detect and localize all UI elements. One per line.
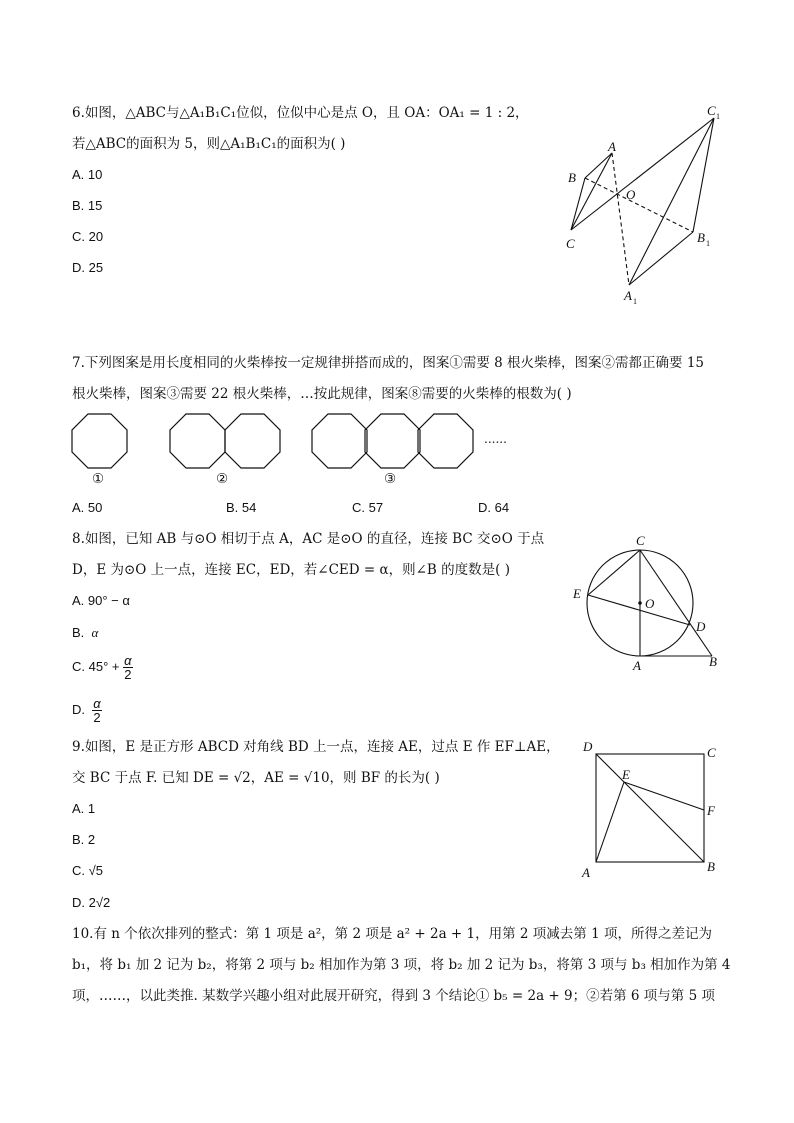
- q9-label-b: B: [707, 859, 715, 874]
- q6-label-c: C: [566, 236, 575, 251]
- q8-option-d-denominator: 2: [93, 710, 101, 726]
- q8-label-b: B: [709, 654, 717, 669]
- q8-option-d-prefix: D.: [72, 702, 85, 717]
- q8-option-c-numerator: α: [124, 653, 132, 669]
- q7-stem-line2: 根火柴棒，图案③需要 22 根火柴棒，…按此规律，图案⑧需要的火柴棒的根数为( ): [72, 386, 572, 402]
- q8-label-o: O: [645, 596, 655, 611]
- q8-label-d: D: [696, 619, 706, 634]
- q6-stem-line2: 若△ABC的面积为 5，则△A₁B₁C₁的面积为( ): [72, 136, 346, 152]
- q7-pattern-label-2: ②: [216, 471, 229, 487]
- q9-label-f: F: [707, 803, 715, 818]
- q6-label-c1-sub: 1: [716, 112, 720, 121]
- q6-label-a: A: [608, 139, 616, 154]
- q8-option-d-numerator: α: [93, 696, 101, 712]
- q6-option-a: A. 10: [72, 167, 103, 182]
- q7-option-c: C. 57: [352, 500, 384, 515]
- q7-pattern-label-3: ③: [384, 471, 397, 487]
- q8-option-c-prefix: C. 45° +: [72, 659, 120, 674]
- q6-label-a1: A: [624, 288, 632, 303]
- q7-pattern-label-1: ①: [92, 471, 105, 487]
- q8-option-c-denominator: 2: [124, 667, 132, 683]
- q9-label-d: D: [583, 739, 593, 754]
- q8-option-b-value: α: [91, 625, 99, 640]
- q8-option-a: A. 90° − α: [72, 593, 130, 608]
- q9-label-a: A: [582, 865, 590, 880]
- q8-label-c: C: [636, 533, 645, 548]
- q10-stem-line1: 10.有 n 个依次排列的整式：第 1 项是 a²，第 2 项是 a² + 2a + 1，用第 2 项减去第 1 项，所得之差记为: [72, 926, 712, 942]
- q6-option-d: D. 25: [72, 260, 104, 275]
- q6-label-o: O: [626, 187, 636, 202]
- q6-option-b: B. 15: [72, 198, 103, 213]
- q7-ellipsis: ......: [484, 432, 507, 446]
- q6-label-b: B: [568, 170, 576, 185]
- q10-stem-line2: b₁，将 b₁ 加 2 记为 b₂，将第 2 项与 b₂ 相加作为第 3 项，将 b₂ 加 2 记为 b₃，将第 3 项与 b₃ 相加作为第 4: [72, 957, 731, 973]
- q6-stem-line1: 6.如图，△ABC与△A₁B₁C₁位似，位似中心是点 O，且 OA：OA₁ = 1 : 2，: [72, 105, 529, 121]
- q6-label-b1: B: [697, 230, 705, 245]
- q8-label-e: E: [573, 586, 581, 601]
- q9-option-a: A. 1: [72, 801, 96, 816]
- q9-label-c: C: [707, 745, 716, 760]
- q9-option-c: C. √5: [72, 863, 103, 878]
- q9-option-b: B. 2: [72, 832, 96, 847]
- q7-option-d: D. 64: [478, 500, 510, 515]
- q6-option-c: C. 20: [72, 229, 104, 244]
- q8-option-b-prefix: B.: [72, 625, 85, 640]
- q9-option-d: D. 2√2: [72, 895, 111, 910]
- q9-label-e: E: [622, 767, 630, 782]
- q8-stem-line1: 8.如图，已知 AB 与⊙O 相切于点 A，AC 是⊙O 的直径，连接 BC 交⊙O 于点: [72, 531, 545, 547]
- q6-label-c1: C: [707, 103, 716, 118]
- q6-label-a1-sub: 1: [633, 297, 637, 306]
- q8-stem-line2: D，E 为⊙O 上一点，连接 EC，ED，若∠CED = α，则∠B 的度数是( ): [72, 562, 510, 578]
- q8-label-a: A: [633, 658, 641, 673]
- q7-stem-line1: 7.下列图案是用长度相同的火柴棒按一定规律拼搭而成的，图案①需要 8 根火柴棒，图案②需都正确要 15: [72, 355, 705, 371]
- q6-label-b1-sub: 1: [706, 239, 710, 248]
- q9-stem-line2: 交 BC 于点 F. 已知 DE = √2，AE = √10，则 BF 的长为( ): [72, 770, 440, 786]
- q7-option-b: B. 54: [226, 500, 257, 515]
- q7-option-a: A. 50: [72, 500, 103, 515]
- q9-stem-line1: 9.如图，E 是正方形 ABCD 对角线 BD 上一点，连接 AE，过点 E 作 EF⊥AE，: [72, 739, 560, 755]
- q10-stem-line3: 项，……，以此类推. 某数学兴趣小组对此展开研究，得到 3 个结论① b₅ = 2a + 9；②若第 6 项与第 5 项: [72, 988, 715, 1004]
